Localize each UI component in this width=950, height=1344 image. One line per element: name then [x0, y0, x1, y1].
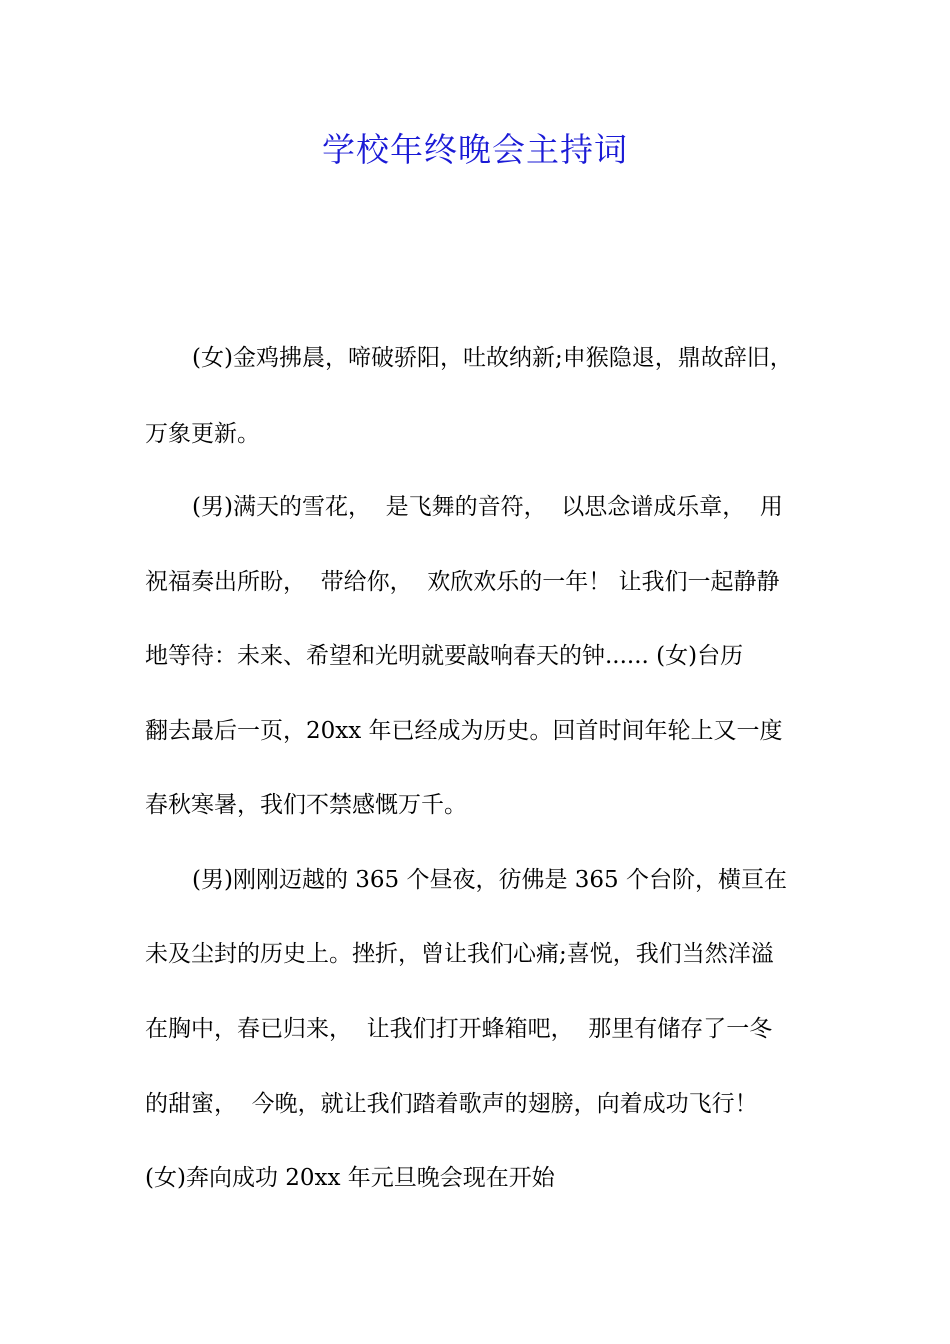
paragraph-line: (女)奔向成功 20xx 年元旦晚会现在开始: [145, 1165, 555, 1191]
paragraph-line: 祝福奏出所盼， 带给你， 欢欣欢乐的一年！ 让我们一起静静: [145, 569, 780, 595]
paragraph-line: (男)满天的雪花， 是飞舞的音符， 以思念谱成乐章， 用: [192, 494, 783, 520]
paragraph-line: 的甜蜜， 今晚，就让我们踏着歌声的翅膀，向着成功飞行！: [145, 1091, 758, 1117]
paragraph-line: (女)金鸡拂晨，啼破骄阳，吐故纳新;申猴隐退，鼎故辞旧，: [192, 345, 793, 371]
paragraph-line: 地等待：未来、希望和光明就要敲响春天的钟...... (女)台历: [145, 643, 744, 669]
document-title: 学校年终晚会主持词: [322, 130, 628, 169]
paragraph-line: 未及尘封的历史上。挫折，曾让我们心痛;喜悦，我们当然洋溢: [145, 941, 774, 967]
paragraph-line: 万象更新。: [145, 421, 260, 447]
paragraph-line: 春秋寒暑，我们不禁感慨万千。: [145, 792, 467, 818]
paragraph-line: 翻去最后一页，20xx 年已经成为历史。回首时间年轮上又一度: [145, 718, 783, 744]
paragraph-line: 在胸中，春已归来， 让我们打开蜂箱吧， 那里有储存了一冬: [145, 1016, 773, 1042]
paragraph-line: (男)刚刚迈越的 365 个昼夜，彷佛是 365 个台阶，横亘在: [192, 867, 787, 893]
